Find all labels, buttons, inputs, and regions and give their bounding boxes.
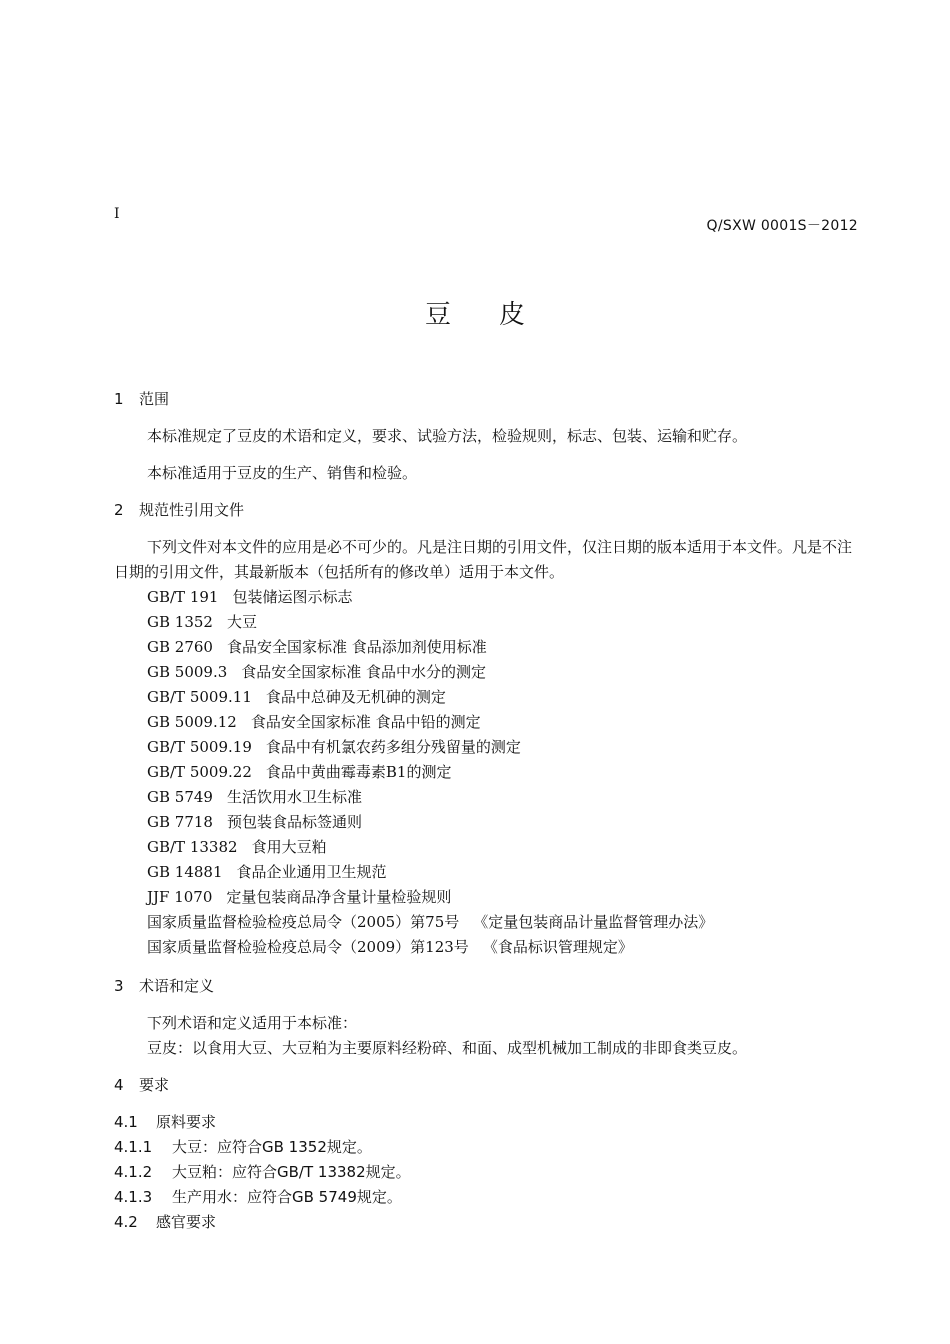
subsection-number: 4.1.3 [114,1188,153,1206]
section-number: 2 [114,501,124,519]
reference-code: JJF 1070 [147,888,213,906]
reference-title: 包装储运图示标志 [232,588,353,606]
reference-title: 食品中总砷及无机砷的测定 [265,688,446,706]
document-body [114,387,860,1235]
subsection-number: 4.1 [114,1113,138,1131]
reference-code: 国家质量监督检验检疫总局令（2009）第123号 [147,938,469,956]
reference-item [114,835,860,860]
subsection-text: 大豆：应符合GB 1352规定。 [172,1138,372,1156]
reference-code: GB 14881 [147,863,223,881]
reference-title: 食品企业通用卫生规范 [236,863,387,881]
reference-item [114,785,860,810]
term-definition: 豆皮：以食用大豆、大豆粕为主要原料经粉碎、和面、成型机械加工制成的非即食类豆皮。 [147,1039,748,1057]
reference-title: 食品安全国家标准 食品中铅的测定 [250,713,481,731]
reference-item [114,660,860,685]
reference-item [114,860,860,885]
reference-code: GB 5009.12 [147,713,237,731]
reference-title: 预包装食品标签通则 [226,813,362,831]
reference-code: 国家质量监督检验检疫总局令（2005）第75号 [147,913,460,931]
reference-title: 食品中黄曲霉毒素B1的测定 [265,763,452,781]
reference-item [114,810,860,835]
reference-item [114,760,860,785]
subsection-heading [114,1210,860,1235]
subsection-text: 感官要求 [156,1213,217,1231]
page-mark: I [114,206,120,222]
reference-code: GB 5749 [147,788,213,806]
section-title: 术语和定义 [139,977,215,995]
reference-item [114,935,860,960]
subsection-heading [114,1110,860,1135]
section-title: 规范性引用文件 [139,501,245,519]
section-2-heading [114,498,860,523]
standard-code: Q/SXW 0001S－2012 [706,218,858,234]
reference-title: 食品安全国家标准 食品添加剂使用标准 [226,638,487,656]
reference-title: 定量包装商品净含量计量检验规则 [226,888,452,906]
reference-code: GB 5009.3 [147,663,228,681]
reference-item [114,610,860,635]
subsection-text: 原料要求 [156,1113,217,1131]
reference-title: 《定量包装商品计量监督管理办法》 [473,913,714,931]
reference-item [114,885,860,910]
reference-code: GB/T 5009.11 [147,688,252,706]
subsection-text: 生产用水：应符合GB 5749规定。 [172,1188,402,1206]
reference-item [114,585,860,610]
document-title: 豆皮 [424,300,573,330]
section-1-heading [114,387,860,412]
reference-item [114,710,860,735]
terms-intro: 下列术语和定义适用于本标准： [147,1014,358,1032]
reference-title: 《食品标识管理规定》 [482,938,633,956]
subsection-heading [114,1160,860,1185]
reference-code: GB/T 5009.22 [147,763,252,781]
reference-code: GB 1352 [147,613,213,631]
section-4-heading [114,1073,860,1098]
reference-code: GB/T 191 [147,588,219,606]
section-number: 3 [114,977,124,995]
subsection-number: 4.2 [114,1213,138,1231]
references-intro: 下列文件对本文件的应用是必不可少的。凡是注日期的引用文件，仅注日期的版本适用于本文件。凡是不注日期的引用文件，其最新版本（包括所有的修改单）适用于本文件。 [114,538,853,581]
reference-item [114,635,860,660]
reference-title: 食品中有机氯农药多组分残留量的测定 [265,738,521,756]
reference-item [114,735,860,760]
reference-code: GB 7718 [147,813,213,831]
section-title: 范围 [139,390,170,408]
section-3-heading [114,974,860,999]
section-number: 4 [114,1076,124,1094]
scope-paragraph-2: 本标准适用于豆皮的生产、销售和检验。 [147,464,418,482]
reference-code: GB 2760 [147,638,213,656]
scope-paragraph-1: 本标准规定了豆皮的术语和定义，要求、试验方法，检验规则，标志、包装、运输和贮存。 [147,427,748,445]
section-number: 1 [114,390,124,408]
reference-item [114,910,860,935]
reference-code: GB/T 5009.19 [147,738,252,756]
reference-item [114,685,860,710]
reference-title: 生活饮用水卫生标准 [226,788,362,806]
reference-title: 食用大豆粕 [251,838,327,856]
section-title: 要求 [139,1076,170,1094]
reference-title: 食品安全国家标准 食品中水分的测定 [241,663,487,681]
subsection-heading [114,1135,860,1160]
subsection-number: 4.1.1 [114,1138,153,1156]
subsection-number: 4.1.2 [114,1163,153,1181]
subsection-text: 大豆粕：应符合GB/T 13382规定。 [172,1163,411,1181]
reference-code: GB/T 13382 [147,838,238,856]
subsection-heading [114,1185,860,1210]
reference-title: 大豆 [226,613,257,631]
